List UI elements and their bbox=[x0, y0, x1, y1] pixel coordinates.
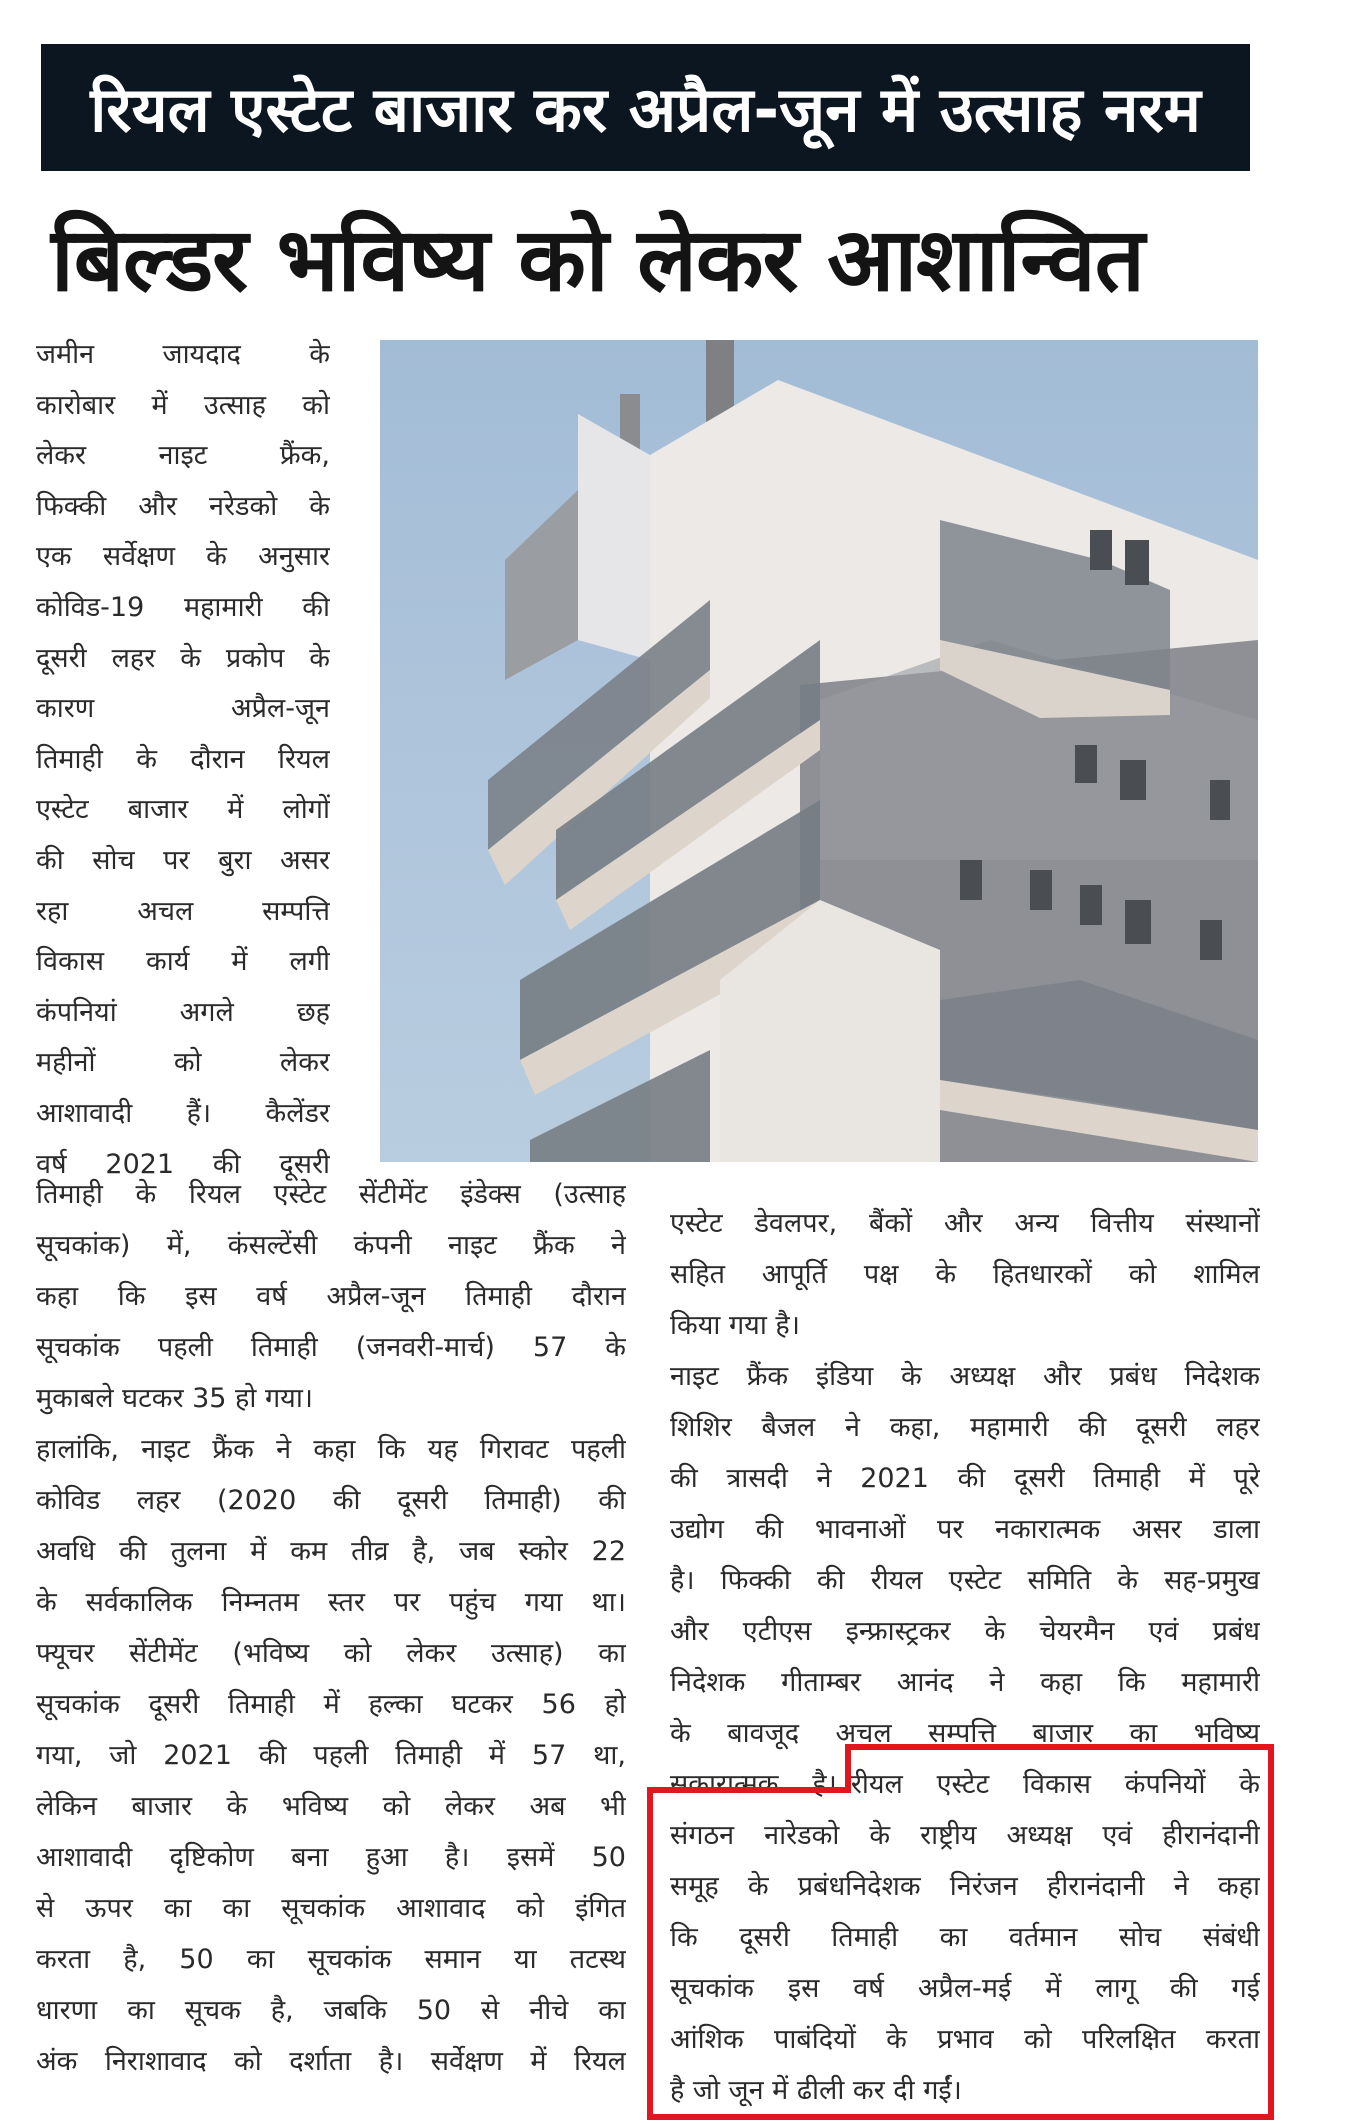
text-segment: सकारात्मक है। bbox=[670, 1769, 837, 1800]
text-line: सूचकांक) में, कंसल्टेंसी कंपनी नाइट फ्रैंक ने bbox=[36, 1230, 626, 1261]
text-line: आशावादी दृष्टिकोण बना हुआ है। इसमें 50 bbox=[36, 1842, 626, 1873]
text-line: हालांकि, नाइट फ्रैंक ने कहा कि यह गिरावट पहली bbox=[36, 1434, 626, 1465]
text-line: शिशिर बैजल ने कहा, महामारी की दूसरी लहर bbox=[670, 1412, 1260, 1443]
text-line: रहा अचल सम्पत्ति bbox=[36, 895, 330, 927]
text-line: कि दूसरी तिमाही का वर्तमान सोच संबंधी bbox=[670, 1922, 1260, 1953]
text-line: कारोबार में उत्साह को bbox=[36, 389, 330, 421]
intro-column bbox=[36, 330, 330, 1190]
text-line: महीनों को लेकर bbox=[36, 1047, 330, 1079]
text-line: सूचकांक पहली तिमाही (जनवरी-मार्च) 57 के bbox=[36, 1332, 626, 1363]
text-line: कारण अप्रैल-जून bbox=[36, 693, 330, 725]
text-line: लेकिन बाजार के भविष्य को लेकर अब भी bbox=[36, 1791, 626, 1822]
text-line: किया गया है। bbox=[670, 1310, 800, 1341]
text-line: कंपनियां अगले छह bbox=[36, 996, 330, 1028]
kicker-text: रियल एस्टेट बाजार कर अप्रैल-जून में उत्साह नरम bbox=[90, 72, 1201, 146]
text-line: कोविड-19 महामारी की bbox=[36, 591, 330, 623]
text-line: नाइट फ्रैंक इंडिया के अध्यक्ष और प्रबंध निदेशक bbox=[670, 1361, 1260, 1392]
highlighted-segment: रीयल एस्टेट विकास कंपनियों के bbox=[850, 1769, 1260, 1800]
right-column bbox=[670, 1198, 1260, 2116]
text-line: विकास कार्य में लगी bbox=[36, 946, 330, 978]
text-line: है। फिक्की की रीयल एस्टेट समिति के सह-प्रमुख bbox=[670, 1565, 1260, 1596]
text-line: फिक्की और नरेडको के bbox=[36, 490, 330, 522]
building-illustration bbox=[380, 340, 1258, 1162]
text-line: तिमाही के दौरान रियल bbox=[36, 743, 330, 775]
left-column bbox=[36, 1169, 626, 2087]
text-line: करता है, 50 का सूचकांक समान या तटस्थ bbox=[36, 1944, 626, 1975]
text-line: समूह के प्रबंधनिदेशक निरंजन हीरानंदानी ने कहा bbox=[670, 1871, 1260, 1902]
text-line: निदेशक गीताम्बर आनंद ने कहा कि महामारी bbox=[670, 1667, 1260, 1698]
text-line: सूचकांक इस वर्ष अप्रैल-मई में लागू की गई bbox=[670, 1973, 1260, 2004]
text-line: कोविड लहर (2020 की दूसरी तिमाही) की bbox=[36, 1485, 626, 1516]
text-line: आशावादी हैं। कैलेंडर bbox=[36, 1097, 330, 1129]
text-line: जमीन जायदाद के bbox=[36, 339, 330, 370]
text-line: की त्रासदी ने 2021 की दूसरी तिमाही में पूरे bbox=[670, 1463, 1260, 1494]
text-line: तिमाही के रियल एस्टेट सेंटीमेंट इंडेक्स (उत्साह bbox=[36, 1179, 626, 1210]
text-line: अवधि की तुलना में कम तीव्र है, जब स्कोर 22 bbox=[36, 1536, 626, 1567]
building-photo bbox=[380, 340, 1258, 1162]
split-line bbox=[670, 1759, 1260, 1810]
text-line: लेकर नाइट फ्रैंक, bbox=[36, 440, 330, 472]
text-line: फ्यूचर सेंटीमेंट (भविष्य को लेकर उत्साह) का bbox=[36, 1638, 626, 1669]
text-line: आंशिक पाबंदियों के प्रभाव को परिलक्षित करता bbox=[670, 2024, 1260, 2055]
text-line: के सर्वकालिक निम्नतम स्तर पर पहुंच गया था। bbox=[36, 1587, 626, 1618]
text-line: की सोच पर बुरा असर bbox=[36, 844, 330, 876]
headline-text: बिल्डर भविष्य को लेकर आशान्वित bbox=[51, 208, 1144, 311]
text-line: उद्योग की भावनाओं पर नकारात्मक असर डाला bbox=[670, 1514, 1260, 1545]
wall bbox=[578, 414, 650, 660]
text-line: सूचकांक दूसरी तिमाही में हल्का घटकर 56 हो bbox=[36, 1689, 626, 1720]
text-line: एस्टेट बाजार में लोगों bbox=[36, 794, 330, 826]
text-line: एस्टेट डेवलपर, बैंकों और अन्य वित्तीय संस्थानों bbox=[670, 1208, 1260, 1239]
headline bbox=[41, 196, 1250, 316]
text-line: वर्ष 2021 की दूसरी bbox=[36, 1148, 330, 1180]
text-line: कहा कि इस वर्ष अप्रैल-जून तिमाही दौरान bbox=[36, 1281, 626, 1312]
text-line: दूसरी लहर के प्रकोप के bbox=[36, 642, 330, 674]
text-line: से ऊपर का का सूचकांक आशावाद को इंगित bbox=[36, 1893, 626, 1924]
text-line: मुकाबले घटकर 35 हो गया। bbox=[36, 1383, 314, 1414]
text-line: संगठन नारेडको के राष्ट्रीय अध्यक्ष एवं हीरानंदानी bbox=[670, 1820, 1260, 1851]
text-line: और एटीएस इन्फ्रास्ट्रकर के चेयरमैन एवं प्रबंध bbox=[670, 1616, 1260, 1647]
text-line: धारणा का सूचक है, जबकि 50 से नीचे का bbox=[36, 1995, 626, 2026]
text-line: सहित आपूर्ति पक्ष के हितधारकों को शामिल bbox=[670, 1259, 1260, 1290]
text-line: है जो जून में ढीली कर दी गईं। bbox=[670, 2075, 962, 2106]
text-line: के बावजूद अचल सम्पत्ति बाजार का भविष्य bbox=[670, 1718, 1260, 1749]
text-line: एक सर्वेक्षण के अनुसार bbox=[36, 541, 330, 573]
text-line: अंक निराशावाद को दर्शाता है। सर्वेक्षण में रियल bbox=[36, 2046, 626, 2077]
kicker-banner bbox=[41, 44, 1250, 171]
text-line: गया, जो 2021 की पहली तिमाही में 57 था, bbox=[36, 1740, 626, 1771]
